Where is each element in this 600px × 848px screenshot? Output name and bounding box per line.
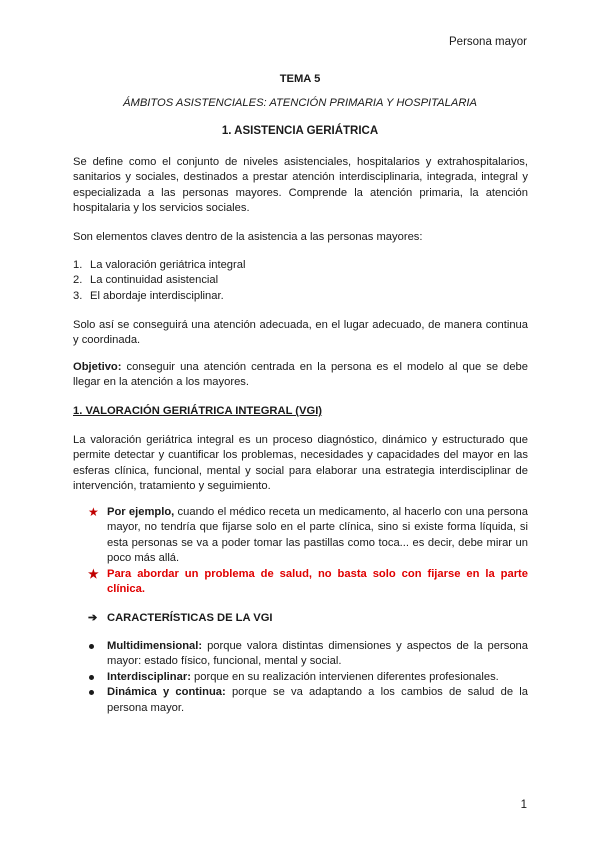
objective-label: Objetivo: [73,361,122,373]
characteristic-item: Multidimensional: porque valora distintas dimensiones y aspectos de la persona mayor: estado físico, funcional, mental y social. [88,639,528,670]
example-item: ★ Por ejemplo, cuando el médico receta un medicamento, al hacerlo con una persona mayor, no tendría que fijarse solo en el parte clínica, sino si existe forma líquida, si esta personas se va a poder tomar las pastillas como toca... es decir, debe mirar un poco más allá. [88,505,528,565]
list-item: 3. El abordaje interdisciplinar. [73,289,224,302]
bullet-icon [89,675,94,680]
characteristic-item: Interdisciplinar: porque en su realización intervienen diferentes profesionales. [88,670,528,685]
star-icon: ★ [88,566,99,581]
key-elements-list [73,258,528,304]
characteristic-item: Dinámica y continua: porque se va adaptando a los cambios de salud de la persona mayor. [88,685,528,716]
section-heading: 1. ASISTENCIA GERIÁTRICA [221,125,379,137]
bullet-icon [89,644,94,649]
list-item: 2. La continuidad asistencial [73,274,219,287]
document-subtitle: ÁMBITOS ASISTENCIALES: ATENCIÓN PRIMARIA Y HOSPITALARIA [123,97,477,109]
page-number: 1 [520,799,527,811]
arrow-right-icon: ➔ [88,612,98,624]
intro-paragraph: Se define como el conjunto de niveles asistenciales, hospitalarios y extrahospitalarios, sanitarios y sociales, destinados a prestar atención interdisciplinaria, integrada, integral y especializada a las personas mayores. Comprende la atención primaria, la atención hospitalaria y los servicios sociales. [73,156,528,215]
warning-item: ★ Para abordar un problema de salud, no basta solo con fijarse en la parte clínica. [88,566,528,596]
list-item: 1. La valoración geriátrica integral [73,259,246,271]
vgi-heading: 1. VALORACIÓN GERIÁTRICA INTEGRAL (VGI) [73,405,323,417]
example-list [88,505,528,597]
document-title: TEMA 5 [279,73,321,85]
objective-paragraph: Objetivo: conseguir una atención centrada en la persona es el modelo al que se debe llegar en la atención a los mayores. [73,361,528,389]
characteristics-heading: ➔ CARACTERÍSTICAS DE LA VGI [88,612,273,624]
running-header: Persona mayor [449,36,527,48]
star-icon: ★ [88,505,99,519]
key-elements-intro: Son elementos claves dentro de la asistencia a las personas mayores: [73,231,423,243]
vgi-paragraph: La valoración geriátrica integral es un proceso diagnóstico, dinámico y estructurado que permite detectar y cuantificar los problemas, necesidades y capacidades del mayor en las esferas clínica, funcional, mental y social para elaborar una estrategia interdisciplinar de intervención, tratamiento y seguimiento. [73,434,528,493]
characteristics-list [88,639,528,716]
bullet-icon [89,690,94,695]
conclusion-paragraph: Solo así se conseguirá una atención adecuada, en el lugar adecuado, de manera continua y coordinada. [73,319,528,347]
